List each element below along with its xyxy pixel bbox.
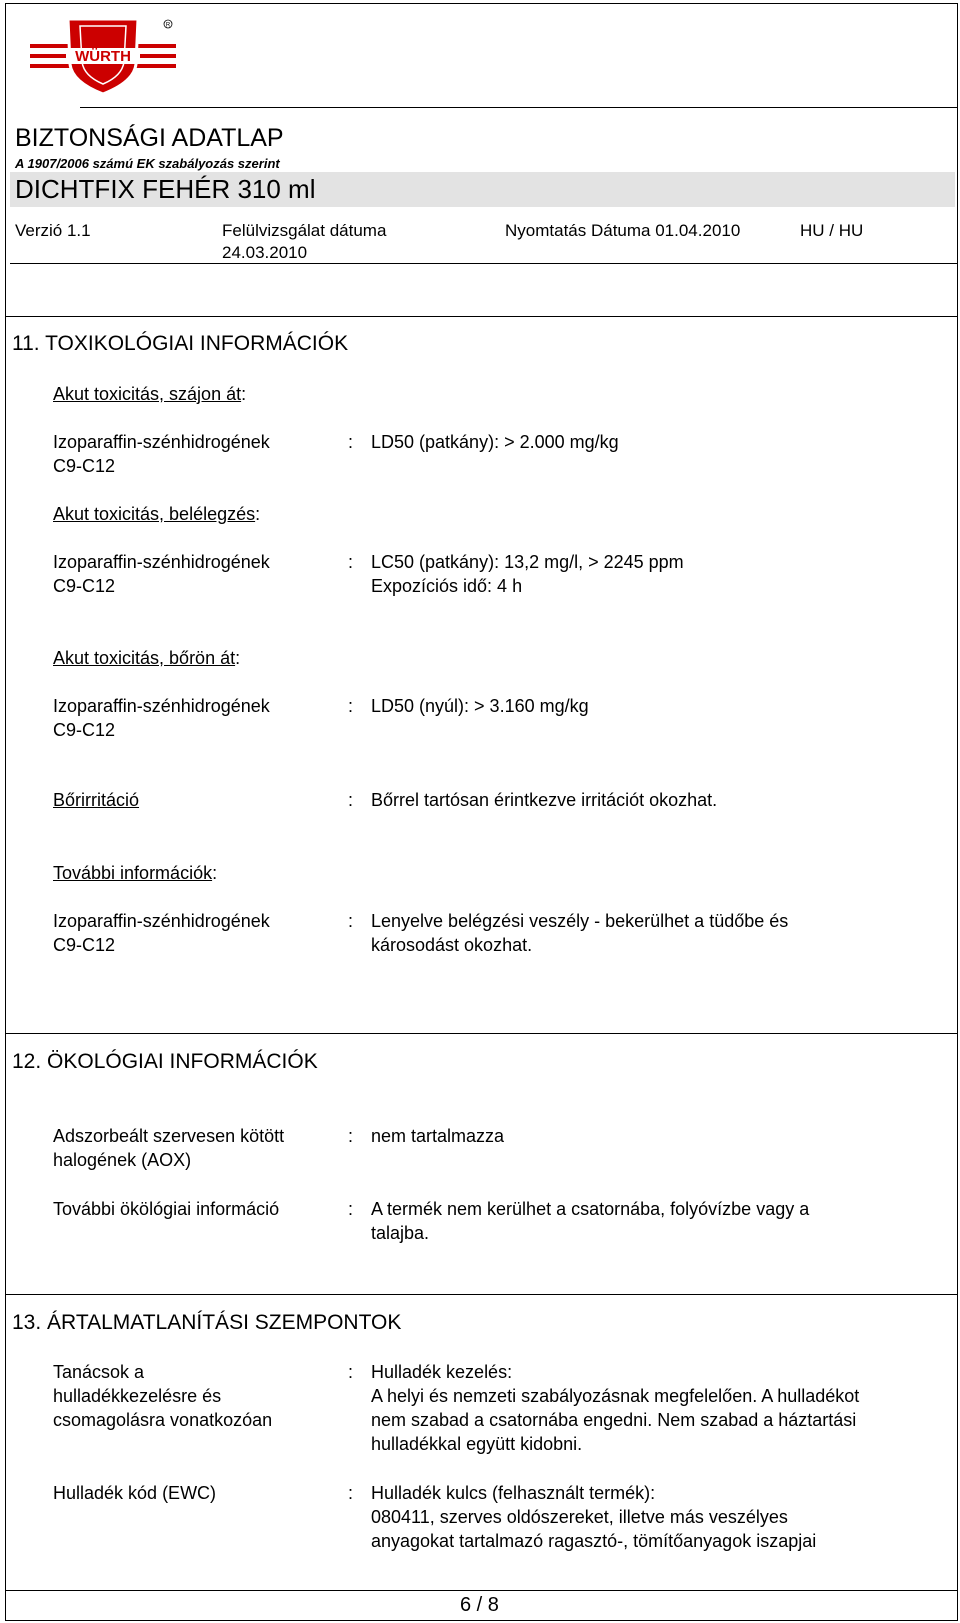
aox-label: Adszorbeált szervesen kötött halogének (AOX) xyxy=(53,1126,285,1170)
section-12-title: 12. ÖKOLÓGIAI INFORMÁCIÓK xyxy=(12,1050,318,1073)
further-info-heading: További információk: xyxy=(53,863,218,883)
skin-irritation-heading-text: Bőrirritáció xyxy=(53,790,140,810)
product-name: DICHTFIX FEHÉR 310 ml xyxy=(15,174,316,204)
separator: : xyxy=(348,790,354,810)
separator: : xyxy=(348,552,354,572)
eco-info-value: A termék nem kerülhet a csatornába, folyóvízbe vagy a talajba. xyxy=(371,1199,810,1243)
separator: : xyxy=(348,911,354,931)
svg-text:R: R xyxy=(165,22,171,29)
doc-subtitle: A 1907/2006 számú EK szabályozás szerint xyxy=(15,156,280,171)
print-date: Nyomtatás Dátuma 01.04.2010 xyxy=(505,221,741,240)
skin-irritation-heading xyxy=(53,789,139,812)
wurth-logo xyxy=(28,14,178,96)
further-info-heading-text: További információk xyxy=(53,863,213,883)
separator: : xyxy=(348,1199,354,1219)
disposal-advice-label: Tanácsok a hulladékkezelésre és csomagolásra vonatkozóan xyxy=(53,1362,273,1430)
revision-date xyxy=(222,220,386,264)
separator: : xyxy=(348,1362,354,1382)
revision-date-value: 24.03.2010 xyxy=(222,243,308,262)
separator: : xyxy=(348,432,354,452)
ewc-label: Hulladék kód (EWC) xyxy=(53,1483,217,1503)
dermal-ld50-value: LD50 (nyúl): > 3.160 mg/kg xyxy=(371,696,589,716)
section-13-title: 13. ÁRTALMATLANÍTÁSI SZEMPONTOK xyxy=(12,1311,402,1334)
disposal-advice-value: Hulladék kezelés: A helyi és nemzeti szabályozásnak megfelelően. A hulladékot nem szabad a csatornába engedni. Nem szabad a háztartási hulladékkal együtt kidobni. xyxy=(371,1362,860,1454)
further-substance-label: Izoparaffin-szénhidrogének C9-C12 xyxy=(53,911,270,955)
further-info-value: Lenyelve belégzési veszély - bekerülhet a tüdőbe és károsodást okozhat. xyxy=(371,911,789,955)
dermal-substance-label: Izoparaffin-szénhidrogének C9-C12 xyxy=(53,696,270,740)
eco-info-label: További ökölógiai információ xyxy=(53,1199,280,1219)
version: Verzió 1.1 xyxy=(15,221,91,240)
separator: : xyxy=(348,1483,354,1503)
oral-toxicity-heading: Akut toxicitás, szájon át: xyxy=(53,384,247,404)
skin-irritation-value: Bőrrel tartósan érintkezve irritációt okozhat. xyxy=(371,790,718,810)
inhalation-lc50-value: LC50 (patkány): 13,2 mg/l, > 2245 ppm Expozíciós idő: 4 h xyxy=(371,552,684,596)
inhalation-toxicity-heading: Akut toxicitás, belélegzés: xyxy=(53,504,261,524)
dermal-toxicity-heading: Akut toxicitás, bőrön át: xyxy=(53,648,241,668)
dermal-toxicity-heading-text: Akut toxicitás, bőrön át xyxy=(53,648,236,668)
oral-ld50-value: LD50 (patkány): > 2.000 mg/kg xyxy=(371,432,619,452)
language-code: HU / HU xyxy=(800,221,864,240)
inhalation-toxicity-heading-text: Akut toxicitás, belélegzés xyxy=(53,504,256,524)
doc-title: BIZTONSÁGI ADATLAP xyxy=(15,124,284,152)
section-11-title: 11. TOXIKOLÓGIAI INFORMÁCIÓK xyxy=(12,332,349,355)
logo-text: WÜRTH xyxy=(75,48,131,65)
inhalation-substance-label: Izoparaffin-szénhidrogének C9-C12 xyxy=(53,552,270,596)
separator: : xyxy=(348,1126,354,1146)
oral-substance-label: Izoparaffin-szénhidrogének C9-C12 xyxy=(53,432,270,476)
aox-value: nem tartalmazza xyxy=(371,1126,505,1146)
revision-label: Felülvizsgálat dátuma xyxy=(222,221,387,240)
page-number: 6 / 8 xyxy=(460,1594,499,1616)
oral-toxicity-heading-text: Akut toxicitás, szájon át xyxy=(53,384,242,404)
ewc-value: Hulladék kulcs (felhasznált termék): 080411, szerves oldószereket, illetve más veszélyes anyagokat tartalmazó ragasztó-, tömítőanyagok iszapjai xyxy=(371,1483,817,1551)
separator: : xyxy=(348,696,354,716)
